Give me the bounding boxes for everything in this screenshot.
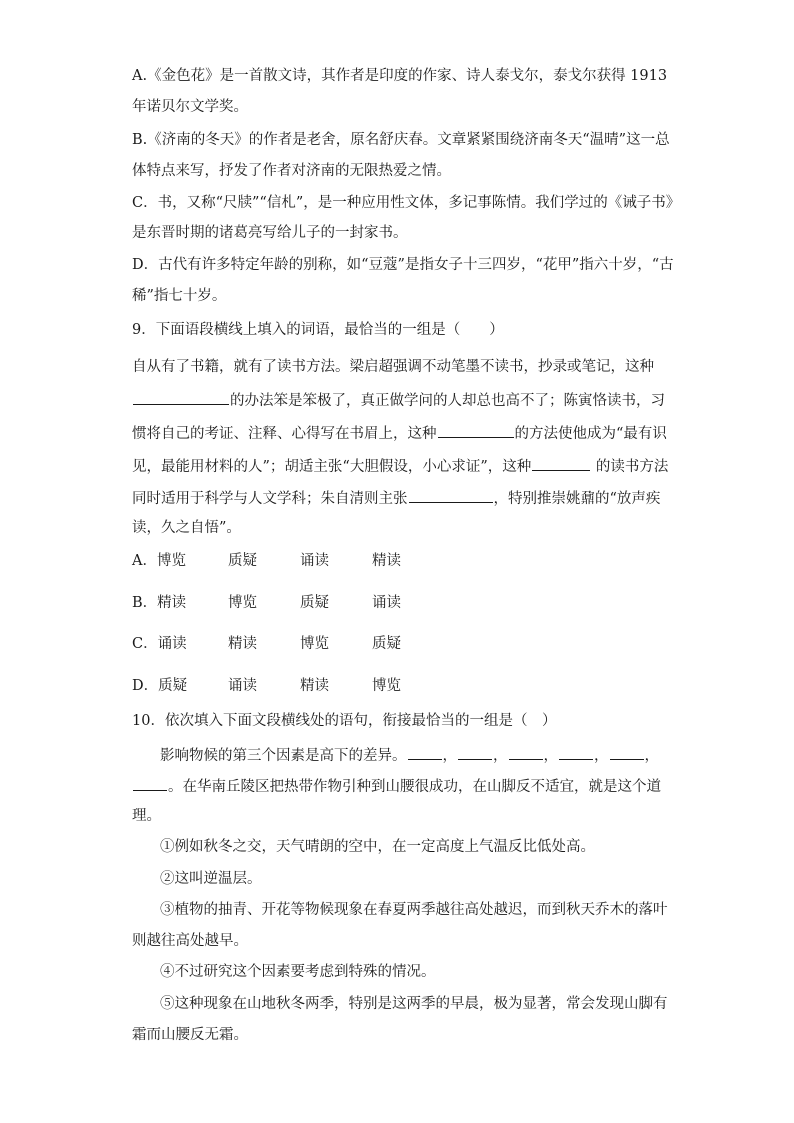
- q10-sentence-1: ①例如秋冬之交，天气晴朗的空中，在一定高度上气温反比低处高。: [160, 839, 595, 855]
- q10-sentence-2: ②这叫逆温层。: [160, 871, 262, 887]
- q10-sentence-5-line2: 霜而山腰反无霜。: [132, 1027, 248, 1043]
- q10-sentence-5-line1: ⑤这种现象在山地秋冬两季，特别是这两季的早晨，极为显著，常会发现山脚有: [160, 996, 668, 1012]
- q8-option-d-line2: 稀”指七十岁。: [132, 288, 227, 304]
- q9-passage-line4: 见，最能用材料的人”；胡适主张“大胆假设，小心求证”，这种 的读书方法: [132, 456, 668, 477]
- fill-blank-6[interactable]: [133, 776, 167, 791]
- q8-option-c-line1: C．书，又称“尺牍”“信札”，是一种应用性文体，多记事陈情。我们学过的《诫子书》: [132, 195, 681, 211]
- q10-stem: 10．依次填入下面文段横线处的语句，衔接最恰当的一组是（ ）: [132, 713, 557, 729]
- q10-sentence-3-line1: ③植物的抽青、开花等物候现象在春夏两季越往高处越迟，而到秋天乔木的落叶: [160, 902, 668, 918]
- document-page: A.《金色花》是一首散文诗，其作者是印度的作家、诗人泰戈尔，泰戈尔获得 1913 年诺贝尔文学奖。 B.《济南的冬天》的作者是老舍，原名舒庆春。文章紧紧围绕济南冬天“温晴”这一总 体特点来写，抒发了作者对济南的无限热爱之情。 C．书，又称“尺牍”“信札”，是一种应用性文体，多记事陈情。我们学过的《诫子书》 是东晋时期的诸葛亮写给儿子的一封家书。 D．古代有许多特定年龄的别称，如“豆蔻”是指女子十三四岁，“花甲”指六十岁，“古 稀”指七十岁。 9．下面语段横线上填入的词语，最恰当的一组是（ ） 自从有了书籍，就有了读书方法。梁启超强调不动笔墨不读书，抄录或笔记，这种 的办法笨是笨极了，真正做学问的人却总也高不了；陈寅恪读书，习 惯将自己的考证、注释、心得写在书眉上，这种 的方法使他成为“最有识 见，最能用材料的人”；胡适主张“大胆假设，小心求证”，这种 的读书方法 同时适用于科学与人文学科；朱自清则主张 ，特别推崇姚鼐的“放声疾 读，久之自悟”。 A．博览 质疑 诵读 精读 B．精读 博览 质疑 诵读 C．诵读 精读 博览 质疑 D．质疑 诵读 精读 博览 10．依次填入下面文段横线处的语句，衔接最恰当的一组是（ ） 影响物候的第三个因素是高下的差异。 ， ， ， ， ， 。在华南丘陵区把热带作物引种到山腰很成功，在山脚反不适宜，就是这个道 理。 ①例如秋冬之交，天气晴朗的空中，在一定高度上气温反比低处高。 ②这叫逆温层。 ③植物的抽青、开花等物候现象在春夏两季越往高处越迟，而到秋天乔木的落叶 则越往高处越早。 ④不过研究这个因素要考虑到特殊的情况。 ⑤这种现象在山地秋冬两季，特别是这两季的早晨，极为显著，常会发现山脚有 霜而山腰反无霜。: [132, 68, 681, 1043]
- q10-sentence-4: ④不过研究这个因素要考虑到特殊的情况。: [160, 964, 436, 980]
- q8-option-d-line1: D．古代有许多特定年龄的别称，如“豆蔻”是指女子十三四岁，“花甲”指六十岁，“古: [132, 257, 674, 273]
- q10-passage-line1: 影响物候的第三个因素是高下的差异。 ， ， ， ， ，: [160, 745, 659, 766]
- fill-blank-4[interactable]: [409, 488, 493, 503]
- fill-blank-2[interactable]: [458, 745, 492, 760]
- q9-passage-line5: 同时适用于科学与人文学科；朱自清则主张 ，特别推崇姚鼐的“放声疾: [132, 488, 660, 509]
- q8-option-a-line2: 年诺贝尔文学奖。: [132, 99, 248, 115]
- q8-option-b-line1: B.《济南的冬天》的作者是老舍，原名舒庆春。文章紧紧围绕济南冬天“温晴”这一总: [132, 132, 670, 148]
- fill-blank-1[interactable]: [408, 745, 442, 760]
- q9-passage-line3: 惯将自己的考证、注释、心得写在书眉上，这种 的方法使他成为“最有识: [132, 423, 667, 444]
- q9-passage-line2: 的办法笨是笨极了，真正做学问的人却总也高不了；陈寅恪读书，习: [132, 390, 665, 411]
- q9-stem: 9．下面语段横线上填入的词语，最恰当的一组是（ ）: [132, 322, 504, 338]
- fill-blank-3[interactable]: [509, 745, 543, 760]
- q10-sentence-3-line2: 则越往高处越早。: [132, 933, 248, 949]
- fill-blank-4[interactable]: [559, 745, 593, 760]
- q8-option-a-line1: A.《金色花》是一首散文诗，其作者是印度的作家、诗人泰戈尔，泰戈尔获得 1913: [132, 68, 668, 84]
- fill-blank-2[interactable]: [438, 423, 514, 438]
- fill-blank-5[interactable]: [610, 745, 644, 760]
- q10-passage-line3: 理。: [132, 808, 161, 824]
- fill-blank-3[interactable]: [532, 456, 590, 471]
- q10-passage-line2: 。在华南丘陵区把热带作物引种到山腰很成功，在山脚反不适宜，就是这个道: [132, 776, 661, 797]
- q8-option-b-line2: 体特点来写，抒发了作者对济南的无限热爱之情。: [132, 163, 451, 179]
- q9-passage-line1: 自从有了书籍，就有了读书方法。梁启超强调不动笔墨不读书，抄录或笔记，这种: [132, 359, 654, 375]
- q9-passage-line6: 读，久之自悟”。: [132, 520, 241, 536]
- fill-blank-1[interactable]: [133, 390, 229, 405]
- q8-option-c-line2: 是东晋时期的诸葛亮写给儿子的一封家书。: [132, 225, 408, 241]
